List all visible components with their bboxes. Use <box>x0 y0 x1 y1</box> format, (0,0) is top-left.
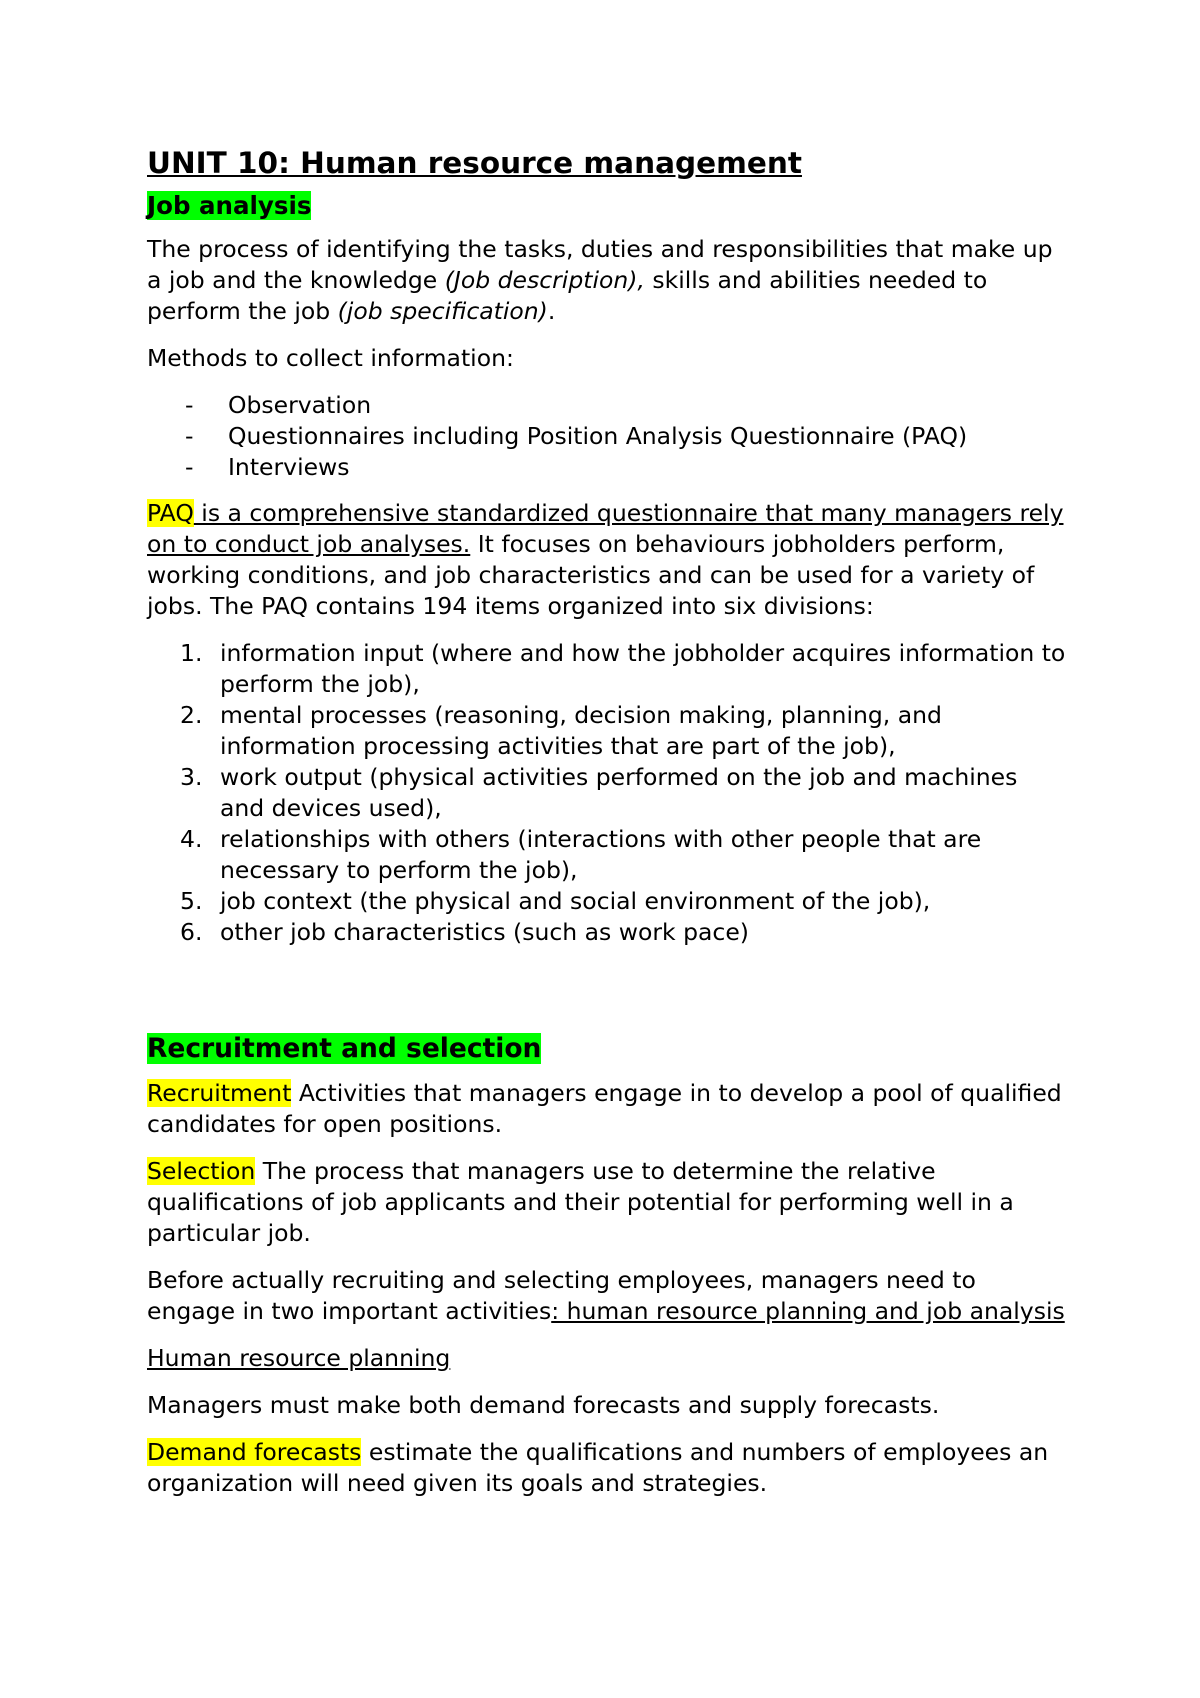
dash-bullet: - <box>185 453 194 481</box>
list-item-text: other job characteristics (such as work pace) <box>220 918 749 946</box>
page-title: UNIT 10: Human resource management <box>147 146 802 180</box>
list-item <box>147 700 1067 762</box>
paq-term: PAQ <box>147 499 194 527</box>
list-number: 4. <box>180 825 203 853</box>
list-number: 2. <box>180 701 203 729</box>
recruitment-paragraph <box>147 1078 1067 1140</box>
recruitment-heading-text: Recruitment and selection <box>147 1033 542 1064</box>
dash-bullet: - <box>185 422 194 450</box>
list-item-text: mental processes (reasoning, decision making, planning, and information processing activities that are part of the job), <box>220 701 942 760</box>
recruitment-heading <box>147 1031 1067 1067</box>
list-item-text: Interviews <box>228 453 350 481</box>
list-item <box>147 390 1067 421</box>
list-item-text: relationships with others (interactions with other people that are necessary to perform the job), <box>220 825 982 884</box>
before-underlined: : human resource planning and job analysis <box>551 1297 1065 1325</box>
list-number: 5. <box>180 887 203 915</box>
list-item-text: job context (the physical and social environment of the job), <box>220 887 931 915</box>
selection-paragraph <box>147 1156 1067 1249</box>
list-item <box>147 762 1067 824</box>
list-item-text: information input (where and how the jobholder acquires information to perform the job), <box>220 639 1066 698</box>
hrp-subheading: Human resource planning <box>147 1344 451 1372</box>
section-spacer <box>147 948 1067 1031</box>
list-number: 6. <box>180 918 203 946</box>
job-analysis-heading <box>147 189 1067 222</box>
paq-description: It focuses on behaviours jobholders perform, working conditions, and job characteristics and can be used for a variety of jobs. The PAQ contains 194 items organized into six divisions: <box>147 530 1035 620</box>
list-item <box>147 452 1067 483</box>
list-item <box>147 917 1067 948</box>
paq-divisions-list <box>147 638 1067 948</box>
list-item-text: Questionnaires including Position Analysis Questionnaire (PAQ) <box>228 422 968 450</box>
list-number: 3. <box>180 763 203 791</box>
recruitment-term: Recruitment <box>147 1079 292 1107</box>
paq-paragraph <box>147 498 1067 622</box>
document-body <box>147 140 1067 1515</box>
demand-term: Demand forecasts <box>147 1438 362 1466</box>
list-number: 1. <box>180 639 203 667</box>
methods-list <box>147 390 1067 483</box>
list-item-text: Observation <box>228 391 372 419</box>
paq-definition-underlined: is a comprehensive standardized questionnaire that many managers rely on to conduct job analyses. <box>147 499 1064 558</box>
before-text: Before actually recruiting and selecting employees, managers need to engage in two important activities <box>147 1266 976 1325</box>
list-item <box>147 638 1067 700</box>
list-item <box>147 886 1067 917</box>
job-analysis-heading-text: Job analysis <box>147 191 312 220</box>
list-item-text: work output (physical activities performed on the job and machines and devices used), <box>220 763 1018 822</box>
demand-definition: estimate the qualifications and numbers of employees an organization will need given its goals and strategies. <box>147 1438 1049 1497</box>
methods-intro: Methods to collect information: <box>147 344 514 372</box>
definition-text: skills and abilities needed to perform the job <box>147 266 988 325</box>
selection-definition: The process that managers use to determine the relative qualifications of job applicants and their potential for performing well in a particular job. <box>147 1157 1014 1247</box>
recruitment-definition: Activities that managers engage in to develop a pool of qualified candidates for open positions. <box>147 1079 1062 1138</box>
list-item <box>147 824 1067 886</box>
selection-term: Selection <box>147 1157 256 1185</box>
dash-bullet: - <box>185 391 194 419</box>
before-paragraph <box>147 1265 1067 1327</box>
job-analysis-definition <box>147 234 1067 327</box>
job-description-term: (Job description), <box>444 266 645 294</box>
demand-paragraph <box>147 1437 1067 1499</box>
list-item <box>147 421 1067 452</box>
definition-text: The process of identifying the tasks, duties and responsibilities that make up a job and the knowledge <box>147 235 1053 294</box>
forecasts-paragraph: Managers must make both demand forecasts and supply forecasts. <box>147 1391 940 1419</box>
job-specification-term: (job specification) <box>337 297 548 325</box>
definition-text: . <box>547 297 556 325</box>
